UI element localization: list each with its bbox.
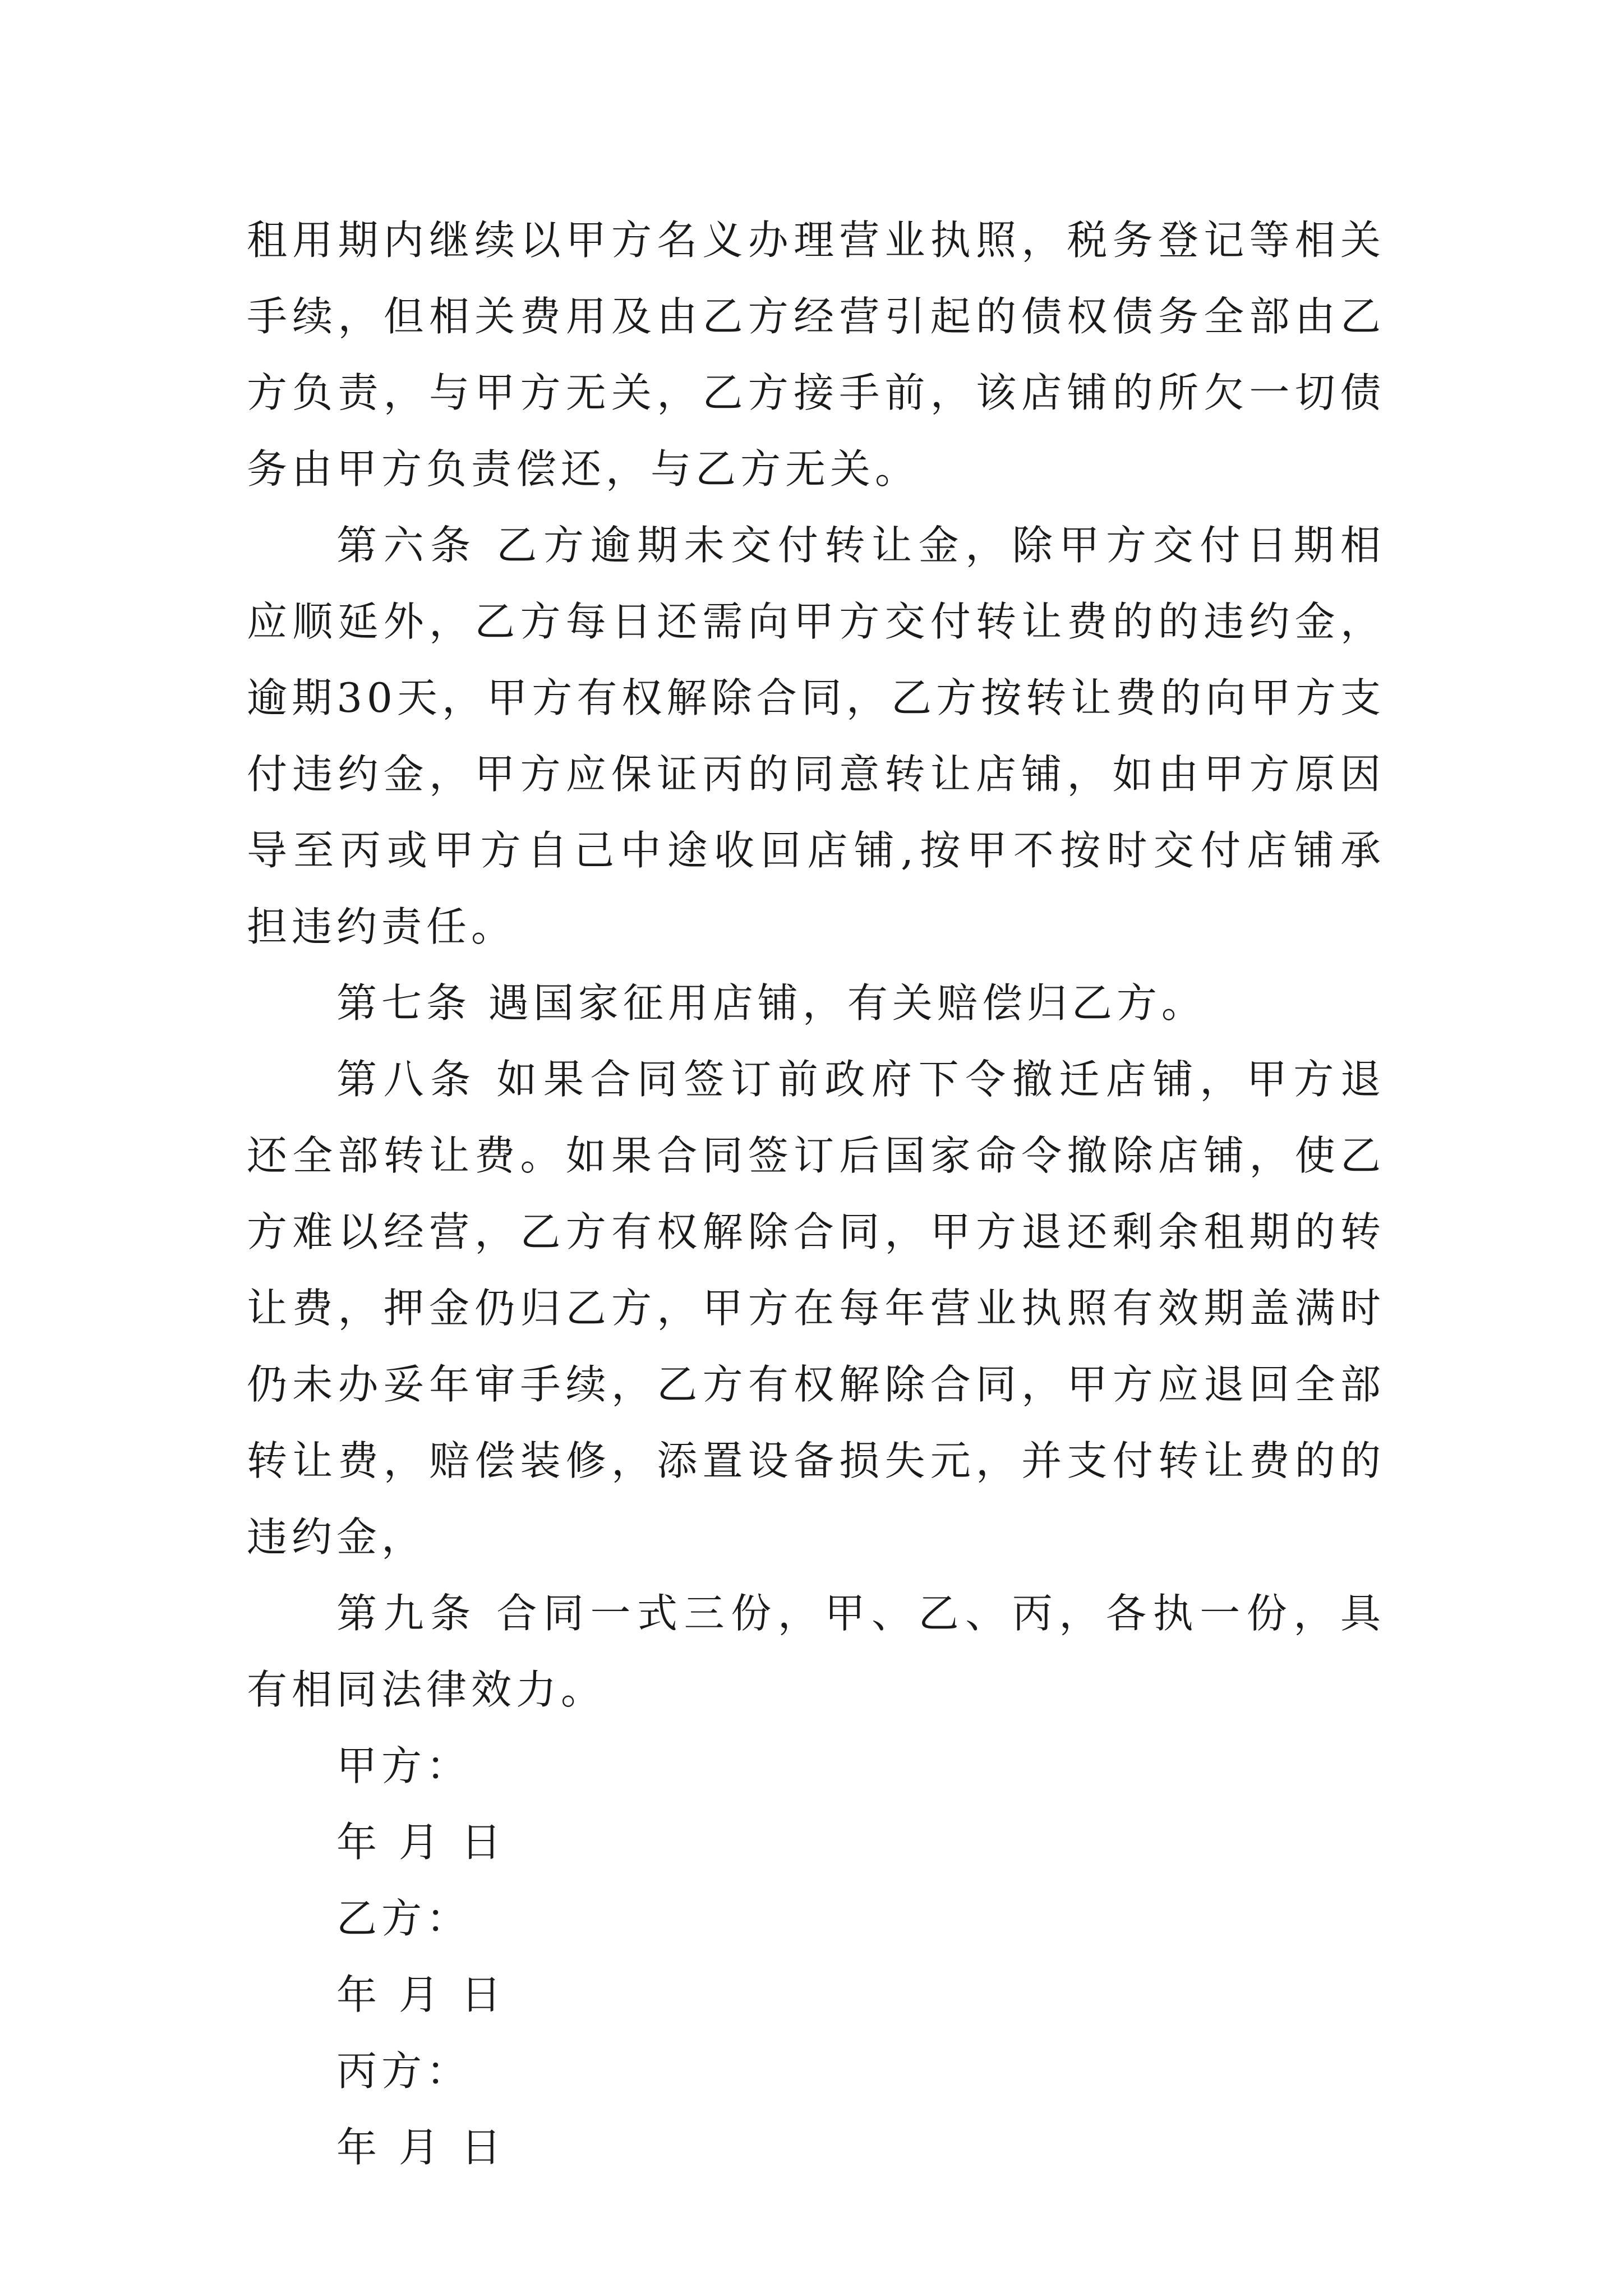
party-a-label: 甲方： (336, 1742, 472, 1789)
paragraph-continuation: 租用期内继续以甲方名义办理营业执照，税务登记等相关手续，但相关费用及由乙方经营引起的债权债务全部由乙方负责，与甲方无关，乙方接手前，该店铺的所欠一切债务由甲方负责偿还，与乙方无关。 (247, 217, 1385, 493)
article-seven: 第七条 遇国家征用店铺，有关赔偿归乙方。 (336, 979, 1206, 1027)
party-c-date: 年 月 日 (336, 2124, 506, 2171)
party-b-date: 年 月 日 (336, 1971, 506, 2018)
article-nine: 第九条 合同一式三份，甲、乙、丙，各执一份，具有相同法律效力。 (247, 1590, 1385, 1713)
article-eight: 第八条 如果合同签订前政府下令撤迁店铺，甲方退还全部转让费。如果合同签订后国家命令撤除店铺，使乙方难以经营，乙方有权解除合同，甲方退还剩余租期的转让费，押金仍归乙方，甲方在每年营业执照有效期盖满时仍未办妥年审手续，乙方有权解除合同，甲方应退回全部转让费，赔偿装修，添置设备损失元，并支付转让费的的违约金， (247, 1056, 1385, 1561)
party-a-date: 年 月 日 (336, 1819, 506, 1866)
document-body (247, 202, 1385, 2185)
party-b-label: 乙方： (336, 1895, 472, 1942)
party-c-label: 丙方： (336, 2047, 472, 2095)
article-six: 第六条 乙方逾期未交付转让金，除甲方交付日期相应顺延外，乙方每日还需向甲方交付转让费的的违约金，逾期30天，甲方有权解除合同，乙方按转让费的向甲方支付违约金，甲方应保证丙的同意转让店铺，如由甲方原因导至丙或甲方自己中途收回店铺,按甲不按时交付店铺承担违约责任。 (247, 522, 1385, 950)
signature-block (247, 1728, 1385, 2185)
